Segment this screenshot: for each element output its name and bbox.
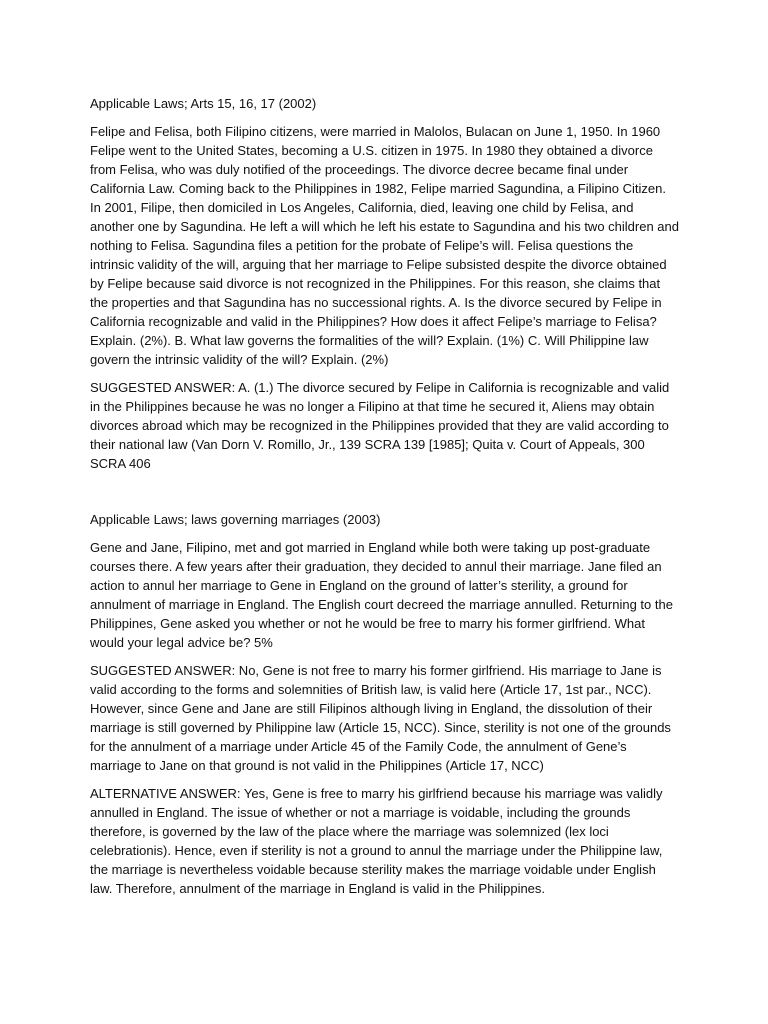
- document-page: [90, 94, 680, 907]
- alternative-answer-paragraph: ALTERNATIVE ANSWER: Yes, Gene is free to marry his girlfriend because his marriage was validly annulled in England. The issue of whether or not a marriage is voidable, including the grounds therefore, is governed by the law of the place where the marriage was solemnized (lex loci celebrationis). Hence, even if sterility is not a ground to annul the marriage under the Philippine law, the marriage is nevertheless voidable because sterility makes the marriage voidable under English law. Therefore, annulment of the marriage in England is valid in the Philippines.: [90, 786, 663, 896]
- suggested-answer-paragraph: SUGGESTED ANSWER: No, Gene is not free to marry his former girlfriend. His marriage to Jane is valid according to the forms and solemnities of British law, is valid here (Article 17, 1st par., NCC). However, since Gene and Jane are still Filipinos although living in England, the dissolution of their marriage is still governed by Philippine law (Article 15, NCC). Since, sterility is not one of the grounds for the annulment of a marriage under Article 45 of the Family Code, the annulment of Gene’s marriage to Jane on that ground is not valid in the Philippines (Article 17, NCC): [90, 663, 671, 773]
- section-divider-space: [90, 482, 680, 510]
- section-heading: Applicable Laws; laws governing marriages (2003): [90, 512, 381, 527]
- question-paragraph: Felipe and Felisa, both Filipino citizens, were married in Malolos, Bulacan on June 1, 1950. In 1960 Felipe went to the United States, becoming a U.S. citizen in 1975. In 1980 they obtained a divorce from Felisa, who was duly notified of the proceedings. The divorce decree became final under California Law. Coming back to the Philippines in 1982, Felipe married Sagundina, a Filipino Citizen. In 2001, Filipe, then domiciled in Los Angeles, California, died, leaving one child by Felisa, and another one by Sagundina. He left a will which he left his estate to Sagundina and his two children and nothing to Felisa. Sagundina files a petition for the probate of Felipe’s will. Felisa questions the intrinsic validity of the will, arguing that her marriage to Felipe subsisted despite the divorce obtained by Felipe because said divorce is not recognized in the Philippines. For this reason, she claims that the properties and that Sagundina has no successional rights. A. Is the divorce secured by Felipe in California recognizable and valid in the Philippines? How does it affect Felipe’s marriage to Felisa? Explain. (2%). B. What law governs the formalities of the will? Explain. (1%) C. Will Philippine law govern the intrinsic validity of the will? Explain. (2%): [90, 124, 679, 367]
- section-arts-15-16-17: [90, 94, 680, 473]
- section-heading: Applicable Laws; Arts 15, 16, 17 (2002): [90, 96, 317, 111]
- suggested-answer-paragraph: SUGGESTED ANSWER: A. (1.) The divorce secured by Felipe in California is recognizable and valid in the Philippines because he was no longer a Filipino at that time he secured it, Aliens may obtain divorces abroad which may be recognized in the Philippines provided that they are valid according to their national law (Van Dorn V. Romillo, Jr., 139 SCRA 139 [1985]; Quita v. Court of Appeals, 300 SCRA 406: [90, 380, 670, 471]
- question-paragraph: Gene and Jane, Filipino, met and got married in England while both were taking up post-graduate courses there. A few years after their graduation, they decided to annul their marriage. Jane filed an action to annul her marriage to Gene in England on the ground of latter’s sterility, a ground for annulment of marriage in England. The English court decreed the marriage annulled. Returning to the Philippines, Gene asked you whether or not he would be free to marry his former girlfriend. What would your legal advice be? 5%: [90, 540, 673, 650]
- section-laws-governing-marriages: [90, 510, 680, 898]
